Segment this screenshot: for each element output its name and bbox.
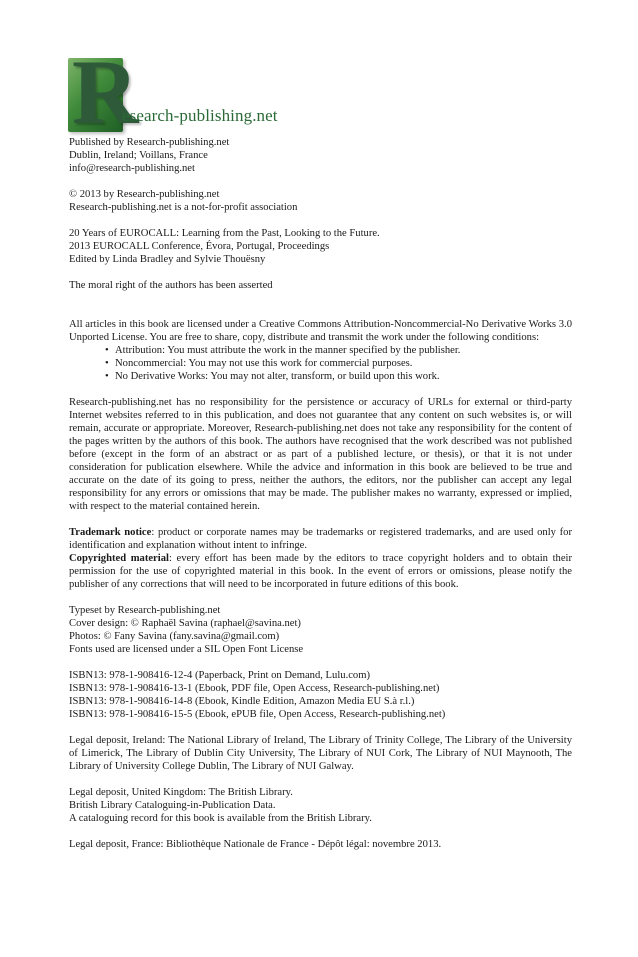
legal-uk-line: A cataloguing record for this book is available from the British Library. xyxy=(69,813,372,824)
trademark-label: Trademark notice xyxy=(69,527,152,538)
typeset-line: Typeset by Research-publishing.net xyxy=(69,605,221,616)
editors-line: Edited by Linda Bradley and Sylvie Thouësny xyxy=(69,254,266,265)
legal-uk-line: British Library Cataloguing-in-Publication Data. xyxy=(69,800,276,811)
copyright-page xyxy=(69,41,573,851)
logo-text: esearch-publishing.net xyxy=(122,106,278,125)
copyright-line: © 2013 by Research-publishing.net xyxy=(69,189,220,200)
book-info xyxy=(69,227,572,266)
publisher-email: info@research-publishing.net xyxy=(69,163,195,174)
trademark-text: : product or corporate names may be trademarks or registered trademarks, and are used only for identification and explanation without intent to infringe. xyxy=(69,527,572,551)
publisher-location: Dublin, Ireland; Voillans, France xyxy=(69,150,208,161)
conference-line: 2013 EUROCALL Conference, Évora, Portugal, Proceedings xyxy=(69,241,330,252)
copyrighted-text: : every effort has been made by the editors to trace copyright holders and to obtain their permission for the use of copyrighted material in this book. In the event of errors or omissions, please notify the publisher of any corrections that will need to be incorporated in future editions of this book. xyxy=(69,553,573,590)
cover-line: Cover design: © Raphaël Savina (raphael@savina.net) xyxy=(69,618,301,629)
fonts-line: Fonts used are licensed under a SIL Open Font License xyxy=(69,644,304,655)
credits xyxy=(69,604,572,656)
publisher-line: Published by Research-publishing.net xyxy=(69,137,230,148)
isbn-line: ISBN13: 978-1-908416-13-1 (Ebook, PDF file, Open Access, Research-publishing.net) xyxy=(69,683,440,694)
copyright-info xyxy=(69,188,572,214)
disclaimer: Research-publishing.net has no responsibility for the persistence or accuracy of URLs for external or third-party Internet websites referred to in this publication, and does not guarantee that any content on such websites is, or will remain, accurate or appropriate. Moreover, Research-publishing.net does not take any responsibility for the content of the pages written by the authors of this book. The authors have recognised that the work described was not published before (except in the form of an abstract or as part of a published lecture, or thesis), or that it is not under consideration for publication elsewhere. While the advice and information in this book are believed to be true and accurate on the date of its going to press, neither the authors, the editors, nor the publisher can accept any legal responsibility for any errors or omissions that may be made. The publisher makes no warranty, expressed or implied, with respect to the material contained herein. xyxy=(69,397,572,512)
license-condition: • Noncommercial: You may not use this work for commercial purposes. xyxy=(105,357,572,370)
publisher-info xyxy=(69,136,572,175)
moral-right: The moral right of the authors has been asserted xyxy=(69,280,273,291)
copyrighted-material xyxy=(69,552,572,591)
isbn-line: ISBN13: 978-1-908416-14-8 (Ebook, Kindle Edition, Amazon Media EU S.à r.l.) xyxy=(69,696,415,707)
book-title: 20 Years of EUROCALL: Learning from the Past, Looking to the Future. xyxy=(69,228,380,239)
trademark-notice xyxy=(69,526,572,552)
license-intro: All articles in this book are licensed under a Creative Commons Attribution-Noncommercial-No Derivative Works 3.0 Unported License. You are free to share, copy, distribute and transmit the work under the following conditions: xyxy=(69,319,572,343)
copyrighted-label: Copyrighted material xyxy=(69,553,169,564)
isbn-list xyxy=(69,669,572,721)
legal-deposit-france: Legal deposit, France: Bibliothèque Nationale de France - Dépôt légal: novembre 2013. xyxy=(69,839,442,850)
legal-deposit-ireland: Legal deposit, Ireland: The National Library of Ireland, The Library of Trinity College, The Library of the University of Limerick, The Library of Dublin City University, The Library of NUI Cork, The Library of NUI Maynooth, The Library of University College Dublin, The Library of NUI Galway. xyxy=(69,735,572,772)
association-line: Research-publishing.net is a not-for-profit association xyxy=(69,202,298,213)
license-condition: • No Derivative Works: You may not alter, transform, or build upon this work. xyxy=(105,370,572,383)
logo-letter: R xyxy=(72,41,139,143)
isbn-line: ISBN13: 978-1-908416-12-4 (Paperback, Print on Demand, Lulu.com) xyxy=(69,670,370,681)
license-condition: • Attribution: You must attribute the work in the manner specified by the publisher. xyxy=(105,344,572,357)
license-conditions xyxy=(69,344,572,383)
isbn-line: ISBN13: 978-1-908416-15-5 (Ebook, ePUB file, Open Access, Research-publishing.net) xyxy=(69,709,446,720)
legal-uk-line: Legal deposit, United Kingdom: The British Library. xyxy=(69,787,293,798)
photos-line: Photos: © Fany Savina (fany.savina@gmail.com) xyxy=(69,631,280,642)
legal-deposit-uk xyxy=(69,786,572,825)
